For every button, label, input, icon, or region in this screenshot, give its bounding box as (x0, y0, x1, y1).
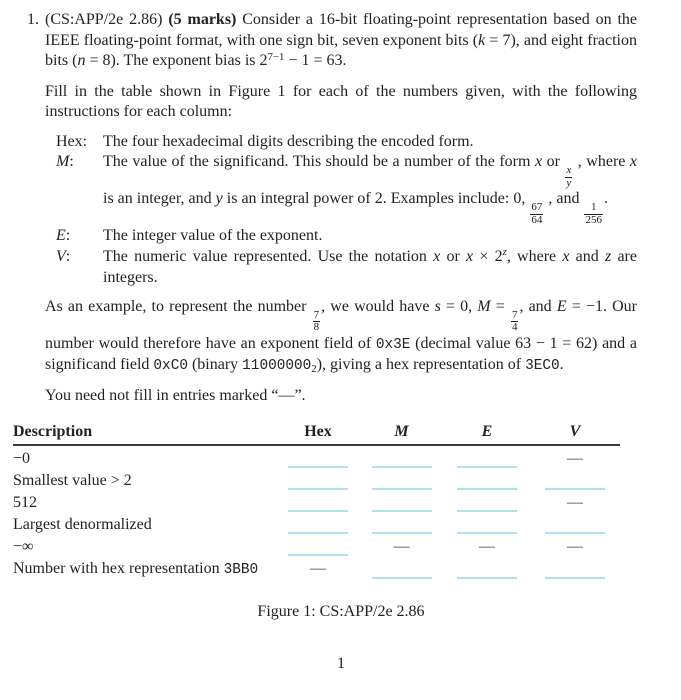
definition-hex (56, 132, 637, 153)
answer-blank (372, 577, 432, 579)
fraction: $\frac{7}{8}$ (313, 308, 320, 333)
item-number: 1. (27, 11, 39, 28)
fill-instructions: Fill in the table shown in Figure 1 for each of the numbers given, with the following instructions for each column: (45, 82, 637, 120)
answer-blank (545, 577, 605, 579)
figure-table (13, 422, 620, 580)
table-cell-blank (530, 558, 620, 581)
definition-e (56, 226, 637, 247)
table-cell-blank (277, 470, 359, 492)
table-cell-dash (444, 536, 530, 558)
page-number: 1 (337, 654, 345, 672)
problem-statement-text: (CS:APP/2e 2.86) (5 marks) Consider a 16-bit floating-point representation based on the IEEE floating-point format, with one sign bit, seven exponent bits (k = 7), and eight fraction bits (n = 8). The exponent bias is $2^{7-1} - 1 = 63$. (45, 11, 637, 69)
header-v: V (569, 423, 581, 440)
fraction: $\frac{x}{y}$ (566, 164, 572, 189)
definition-body: The four hexadecimal digits describing the encoded form. (103, 132, 474, 150)
definition-m (56, 152, 637, 226)
table-cell-blank (444, 558, 530, 581)
table-cell-blank (277, 448, 359, 470)
table-cell-blank (359, 558, 444, 581)
table-cell-dash (359, 536, 444, 558)
table-cell-blank (359, 514, 444, 536)
table-row (13, 514, 620, 536)
answer-blank (545, 532, 605, 534)
fraction: $\frac{67}{64}$ (531, 201, 543, 226)
table-row (13, 492, 620, 514)
dash-mark: — (393, 538, 410, 555)
row-description: Largest denormalized (13, 516, 152, 533)
answer-blank (372, 488, 432, 490)
problem-statement (27, 10, 637, 73)
definition-v (56, 247, 637, 289)
header-e: E (481, 423, 493, 440)
answer-blank (372, 510, 432, 512)
table-cell-blank (277, 514, 359, 536)
table-cell-blank (530, 514, 620, 536)
answer-blank (457, 488, 517, 490)
definition-body: The integer value of the exponent. (103, 227, 323, 244)
answer-blank (457, 532, 517, 534)
table-cell-blank (444, 470, 530, 492)
column-definitions (56, 132, 637, 289)
note-paragraph: You need not fill in entries marked “—”. (45, 386, 306, 404)
example-paragraph: As an example, to represent the number $\frac{7}{8}$ , we would have s = 0, M = $\frac{7}{4}$ , and E = −1. Our number would therefore have an exponent field of 0x3E (decimal value 63 − 1 = 62) and a significand field 0xC0 (binary 110000002), giving a hex representation of 3EC0. (45, 297, 637, 376)
table-body (13, 448, 620, 580)
dash-mark: — (567, 450, 583, 467)
answer-blank (457, 510, 517, 512)
fraction: $\frac{1}{256}$ (585, 201, 602, 226)
definition-label: Hex: (56, 132, 88, 150)
answer-blank (288, 488, 348, 490)
table-cell-blank (444, 514, 530, 536)
row-description: Smallest value > 2 (13, 472, 132, 489)
table-cell-dash (530, 492, 620, 514)
table-row (13, 470, 620, 492)
row-description: −0 (13, 450, 31, 467)
table-cell-blank (359, 492, 444, 514)
table-cell-blank (277, 536, 359, 558)
table-cell-dash (277, 558, 359, 581)
definition-body: The numeric value represented. Use the notation x or $x \times 2^z$, where x and z are integers. (103, 246, 637, 286)
dash-mark: — (567, 494, 583, 511)
definition-body: The value of the significand. This should be a number of the form x or $\frac{x}{y}$ , where x is an integer, and y is an integral power of 2. Examples include: 0, $\frac{67}{64}$ , and $\frac{1}{256}$ . (103, 153, 638, 226)
definition-label: E: (56, 227, 71, 244)
answer-blank (545, 488, 605, 490)
table-cell-blank (359, 470, 444, 492)
dash-mark: — (567, 538, 583, 555)
dash-mark: — (479, 538, 495, 555)
answer-blank (372, 466, 432, 468)
table-cell-dash (530, 448, 620, 470)
table-row (13, 558, 620, 580)
table-cell-blank (277, 492, 359, 514)
dash-mark: — (310, 560, 326, 577)
answer-blank (288, 554, 348, 556)
table-header (13, 422, 620, 441)
answer-blank (457, 466, 517, 468)
fraction: $\frac{7}{4}$ (511, 308, 518, 333)
table-cell-dash (530, 536, 620, 558)
answer-blank (457, 577, 517, 579)
row-description: Number with hex representation 3BB0 (13, 560, 259, 578)
header-rule (13, 444, 620, 446)
table-row (13, 536, 620, 558)
definition-label: M: (56, 153, 74, 170)
table-cell-blank (444, 448, 530, 470)
header-m: M (394, 423, 409, 440)
header-hex: Hex (304, 423, 332, 440)
table-cell-blank (444, 492, 530, 514)
row-description: 512 (13, 494, 37, 511)
table-row (13, 448, 620, 470)
row-description: −∞ (13, 538, 34, 555)
table-cell-blank (530, 470, 620, 492)
table-cell-blank (359, 448, 444, 470)
answer-blank (372, 532, 432, 534)
answer-blank (288, 510, 348, 512)
header-description: Description (13, 423, 93, 440)
answer-blank (288, 532, 348, 534)
definition-label: V: (56, 247, 71, 265)
answer-blank (288, 466, 348, 468)
figure-caption: Figure 1: CS:APP/2e 2.86 (257, 603, 425, 620)
